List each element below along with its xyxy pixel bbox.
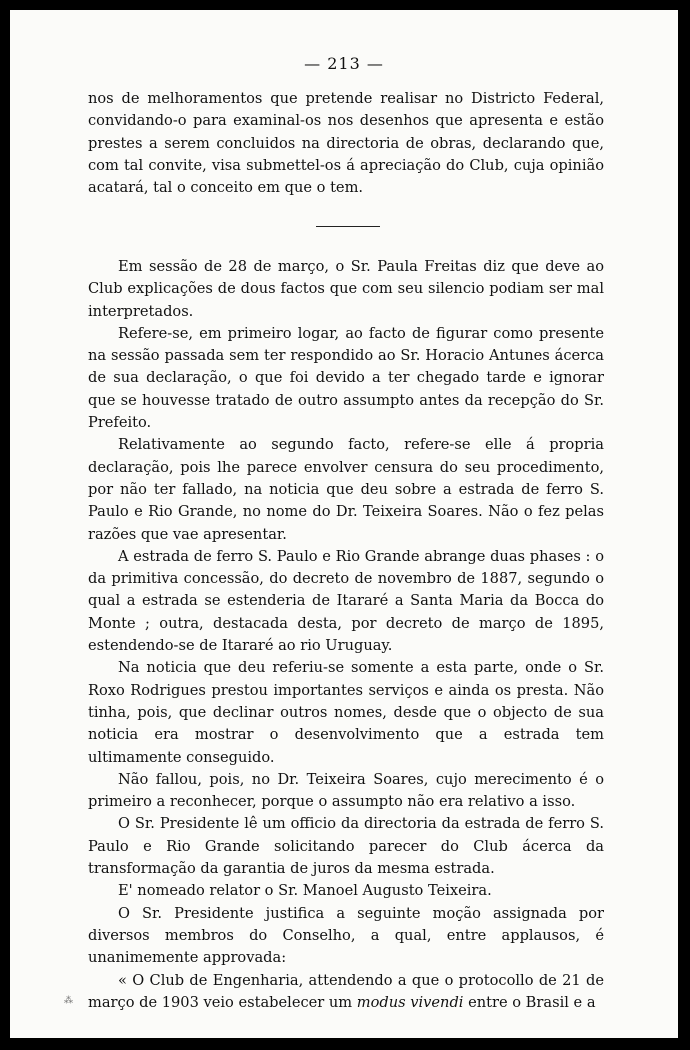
latin-phrase: modus vivendi bbox=[356, 993, 464, 1011]
section-divider bbox=[316, 226, 380, 227]
paragraph: Em sessão de 28 de março, o Sr. Paula Freitas diz que deve ao Club explicações de dous factos que com seu silencio podiam ser mal interpretados. bbox=[88, 258, 604, 320]
motion-text-end: entre o Brasil e a bbox=[463, 993, 596, 1011]
paragraph: Não fallou, pois, no Dr. Teixeira Soares, cujo merecimento é o primeiro a reconhecer, porque o assumpto não era relativo a isso. bbox=[88, 770, 604, 811]
paragraph: A estrada de ferro S. Paulo e Rio Grande abrange duas phases : o da primitiva concessão, do decreto de novembro de 1887, segundo o qual a estrada se estenderia de Itararé a Santa Maria da Bocca do Monte ; outra, destacada desta, por decreto de março de 1895, estendendo-se de Itararé ao rio Uruguay. bbox=[88, 547, 604, 655]
book-page bbox=[10, 10, 678, 1038]
print-speck: ⁂ bbox=[64, 996, 73, 1006]
session-minutes bbox=[88, 256, 604, 1014]
paragraph: O Sr. Presidente lê um officio da directoria da estrada de ferro S. Paulo e Rio Grande solicitando parecer do Club ácerca da transformação da garantia de juros da mesma estrada. bbox=[88, 815, 604, 878]
paragraph: O Sr. Presidente justifica a seguinte moção assignada por diversos membros do Conselho, a qual, entre applausos, é unanimemente approvada: bbox=[88, 904, 604, 967]
motion-text: « O Club de Engenharia, attendendo a que o protocollo de 21 de março de 1903 veio estabelecer um bbox=[88, 971, 604, 1011]
paragraph: Na noticia que deu referiu-se somente a esta parte, onde o Sr. Roxo Rodrigues prestou importantes serviços e ainda os presta. Não tinha, pois, que declinar outros nomes, desde que o objecto de sua noticia era mostrar o desenvolvimento que a estrada tem ultimamente conseguido. bbox=[88, 659, 604, 766]
continued-paragraph bbox=[88, 88, 604, 199]
paragraph: E' nomeado relator o Sr. Manoel Augusto Teixeira. bbox=[118, 882, 492, 900]
paragraph: nos de melhoramentos que pretende realisar no Districto Federal, convidando-o para examinal-os nos desenhos que apresenta e estão prestes a serem concluidos na directoria de obras, declarando que, com tal convite, visa submettel-os á apreciação do Club, cuja opinião acatará, tal o conceito em que o tem. bbox=[88, 90, 604, 197]
motion-paragraph bbox=[88, 970, 604, 1015]
paragraph: Refere-se, em primeiro logar, ao facto de figurar como presente na sessão passada sem ter respondido ao Sr. Horacio Antunes ácerca de sua declaração, o que foi devido a ter chegado tarde e ignorar que se houvesse tratado de outro assumpto antes da recepção do Sr. Prefeito. bbox=[88, 324, 604, 432]
page-number: — 213 — bbox=[304, 54, 384, 73]
paragraph: Relativamente ao segundo facto, refere-se elle á propria declaração, pois lhe parece envolver censura do seu procedimento, por não ter fallado, na noticia que deu sobre a estrada de ferro S. Paulo e Rio Grande, no nome do Dr. Teixeira Soares. Não o fez pelas razões que vae apresentar. bbox=[88, 436, 604, 543]
